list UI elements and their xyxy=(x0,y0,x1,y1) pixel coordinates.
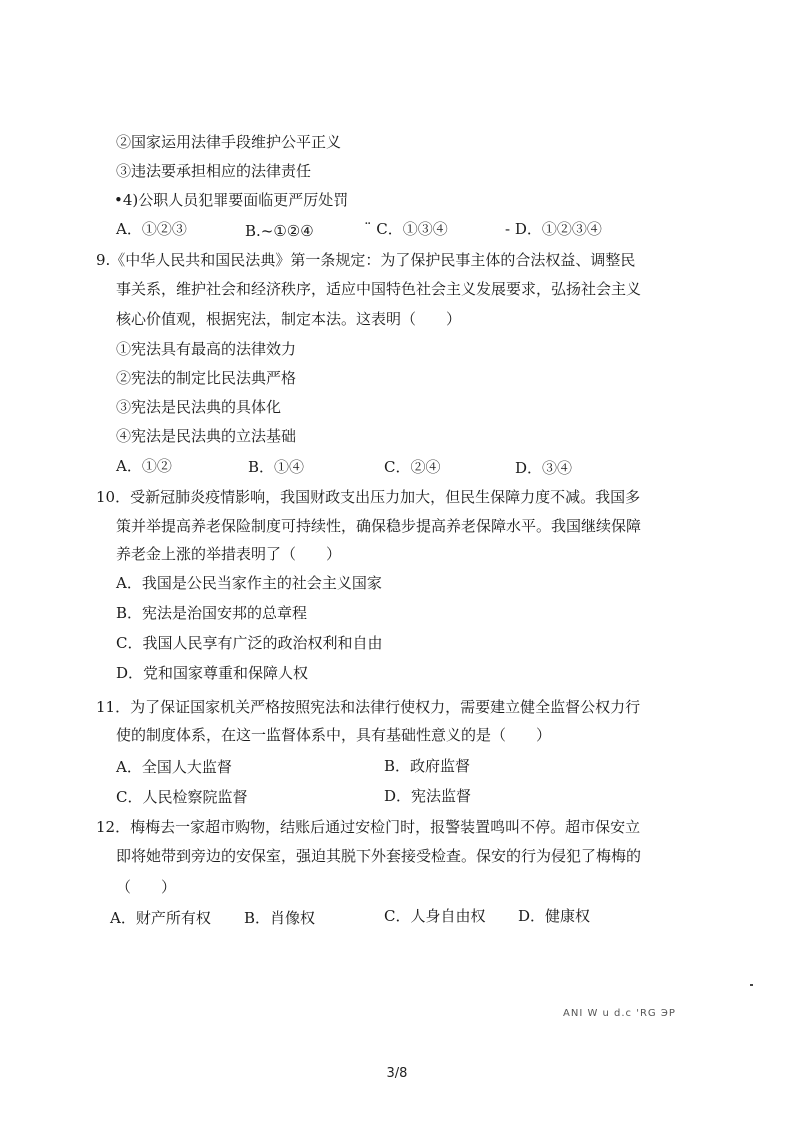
q9-option-b: B．①④ xyxy=(248,458,305,476)
q11-option-d: D．宪法监督 xyxy=(384,787,472,805)
q10-option-c: C．我国人民享有广泛的政治权利和自由 xyxy=(116,634,383,652)
q10-stem-line-3: 养老金上涨的举措表明了（ ） xyxy=(116,545,342,563)
q10-stem-line-2: 策并举提高养老保险制度可持续性，确保稳步提高养老保障水平。我国继续保障 xyxy=(116,517,642,535)
q12-option-c: C．人身自由权 xyxy=(384,907,486,925)
q10-option-a: A．我国是公民当家作主的社会主义国家 xyxy=(116,574,382,592)
q11-stem-line-2: 使的制度体系，在这一监督体系中，具有基础性意义的是（ ） xyxy=(116,726,552,744)
q11-option-b: B．政府监督 xyxy=(384,757,471,775)
q9-item-4: ④宪法是民法典的立法基础 xyxy=(116,427,297,445)
q12-stem-line-3: （ ） xyxy=(116,878,177,896)
q9-stem-line-1: 9.《中华人民共和国民法典》第一条规定：为了保护民事主体的合法权益、调整民 xyxy=(96,251,636,269)
q10-option-b: B．宪法是治国安邦的总章程 xyxy=(116,604,308,622)
page-number: 3/8 xyxy=(386,1066,408,1081)
q9-stem-line-3: 核心价值观，根据宪法，制定本法。这表明（ ） xyxy=(116,310,462,328)
q9-option-c: C．②④ xyxy=(384,458,441,476)
q9-item-1: ①宪法具有最高的法律效力 xyxy=(116,340,297,358)
q8-option-a: A．①②③ xyxy=(116,220,187,238)
q9-option-a: A．①② xyxy=(116,457,172,475)
q8-item-2: ②国家运用法律手段维护公平正义 xyxy=(116,133,342,151)
q9-item-3: ③宪法是民法典的具体化 xyxy=(116,398,282,416)
q12-stem-line-1: 12．梅梅去一家超市购物，结账后通过安检门时，报警装置鸣叫不停。超市保安立 xyxy=(96,818,641,836)
q12-option-a: A．财产所有权 xyxy=(110,909,211,927)
q12-option-d: D．健康权 xyxy=(518,907,591,925)
q8-option-b: B.~①②④ xyxy=(245,222,314,240)
q12-stem-line-2: 即将她带到旁边的安保室，强迫其脱下外套接受检查。保安的行为侵犯了梅梅的 xyxy=(116,847,642,865)
q8-item-3: ③违法要承担相应的法律责任 xyxy=(116,162,312,180)
q8-item-4: •4)公职人员犯罪要面临更严厉处罚 xyxy=(114,191,349,209)
q10-option-d: D．党和国家尊重和保障人权 xyxy=(116,664,309,682)
q9-item-2: ②宪法的制定比民法典严格 xyxy=(116,369,297,387)
q11-option-a: A．全国人大监督 xyxy=(116,758,232,776)
q8-option-c: ¨ C．①③④ xyxy=(364,220,448,238)
q12-option-b: B．肖像权 xyxy=(244,909,316,927)
q11-option-c: C．人民检察院监督 xyxy=(116,788,248,806)
q9-option-d: D．③④ xyxy=(515,459,573,477)
q9-stem-line-2: 事关系，维护社会和经济秩序，适应中国特色社会主义发展要求，弘扬社会主义 xyxy=(116,280,642,298)
q8-option-d: - D．①②③④ xyxy=(505,220,602,238)
scan-speck xyxy=(750,984,753,986)
q10-stem-line-1: 10．受新冠肺炎疫情影响，我国财政支出压力加大，但民生保障力度不减。我国多 xyxy=(96,488,641,506)
q11-stem-line-1: 11．为了保证国家机关严格按照宪法和法律行使权力，需要建立健全监督公权力行 xyxy=(96,698,641,716)
scan-noise-text: ANI W u d.c 'RG ЭР xyxy=(563,1008,676,1019)
